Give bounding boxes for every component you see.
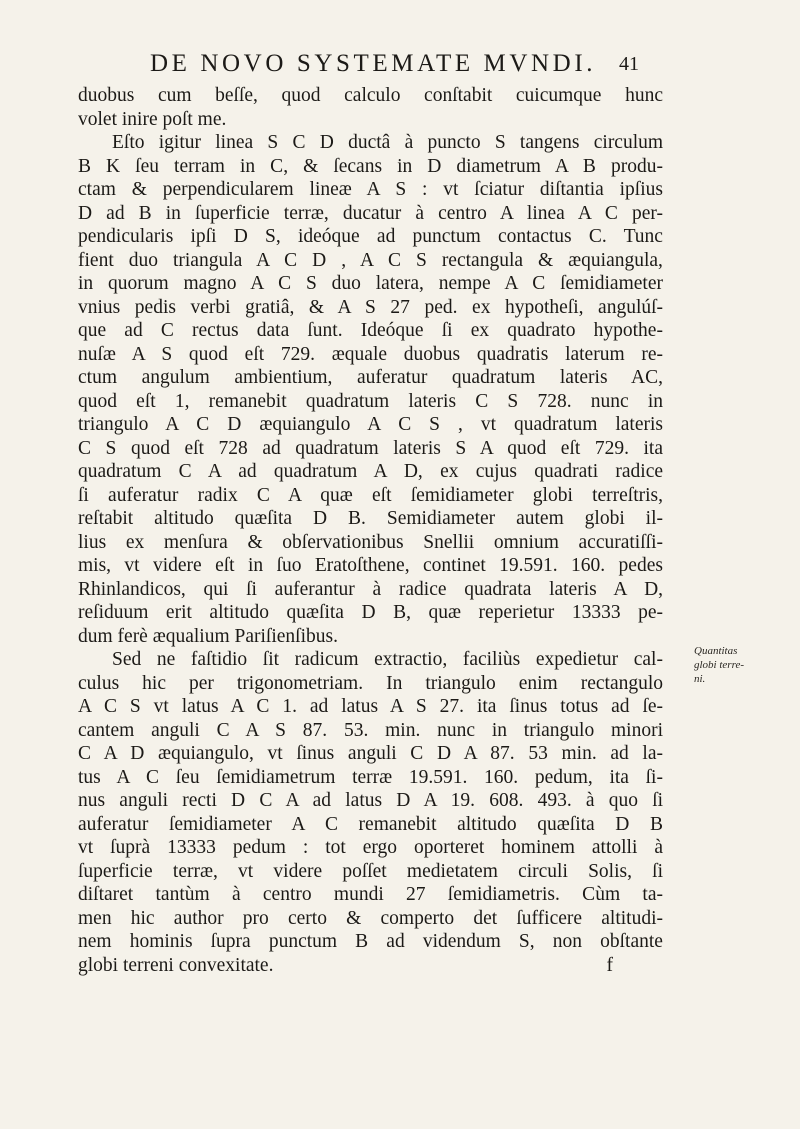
text-line-content: Eſto igitur linea S C D ductâ à puncto S tangens circulum: [112, 132, 663, 153]
text-line-content: triangulo A C D æquiangulo A C S , vt quadratum lateris: [78, 414, 663, 435]
text-line-content: nus anguli recti D C A ad latus D A 19. 608. 493. à quo ſi: [78, 790, 663, 811]
text-line: [78, 860, 663, 884]
text-line: [78, 460, 663, 484]
text-line-content: ctam & perpendicularem lineæ A S : vt ſciatur diſtantia ipſius: [78, 179, 663, 200]
text-line-content: volet inire poſt me.: [78, 108, 227, 130]
text-line: [78, 813, 663, 837]
text-line: [78, 695, 663, 719]
text-line-content: vnius pedis verbi gratiâ, & A S 27 ped. ex hypotheſi, angulúſ-: [78, 296, 663, 318]
text-line: [78, 578, 663, 602]
text-line-content: B K ſeu terram in C, & ſecans in D diametrum A B produ-: [78, 155, 663, 177]
text-line: [78, 672, 663, 696]
marginal-note: [694, 644, 774, 686]
text-line: [78, 954, 663, 978]
text-line: [78, 719, 663, 743]
text-line-content: mis, vt videre eſt in ſuo Eratoſthene, continet 19.591. 160. pedes: [78, 555, 663, 576]
text-line-content: Sed ne faſtidio ſit radicum extractio, faciliùs expedietur cal-: [112, 649, 663, 670]
text-line-content: vt ſuprà 13333 pedum : tot ergo oporteret hominem attolli à: [78, 837, 663, 858]
text-line-content: nem hominis ſupra punctum B ad videndum S, non obſtante: [78, 931, 663, 952]
text-line-content: pendicularis ipſi D S, ideóque ad punctum contactus C. Tunc: [78, 226, 663, 247]
text-line-content: fient duo triangula A C D , A C S rectangula & æquiangula,: [78, 249, 663, 271]
text-line: [78, 930, 663, 954]
text-line: [78, 108, 663, 132]
page-number: 41: [619, 53, 639, 75]
page-header: [0, 50, 800, 86]
text-line-content: ſi auferatur radix C A quæ eſt ſemidiameter globi terreſtris,: [78, 484, 663, 506]
text-line: [78, 907, 663, 931]
text-line-content: Rhinlandicos, qui ſi auferantur à radice quadrata lateris A D,: [78, 578, 663, 600]
text-line-content: men hic author pro certo & comperto det ſufficere altitudi-: [78, 907, 663, 929]
text-line: [78, 249, 663, 273]
running-head: DE NOVO SYSTEMATE MVNDI.: [150, 50, 597, 77]
text-line: [78, 272, 663, 296]
text-line: [78, 155, 663, 179]
text-line: [78, 178, 663, 202]
text-line: [78, 507, 663, 531]
text-line-content: dum ferè æqualium Pariſienſibus.: [78, 625, 338, 647]
text-line: [78, 390, 663, 414]
text-line-content: quadratum C A ad quadratum A D, ex cujus quadrati radice: [78, 461, 663, 482]
text-line-content: lius ex menſura & obſervationibus Snellii omnium accuratiſſi-: [78, 531, 663, 553]
text-line: [78, 484, 663, 508]
marginal-note-line: ni.: [694, 673, 706, 685]
text-line: [78, 202, 663, 226]
text-line-content: diſtaret tantùm à centro mundi 27 ſemidiametris. Cùm ta-: [78, 884, 663, 905]
text-line: [78, 625, 663, 649]
text-line: [78, 789, 663, 813]
text-line: [78, 836, 663, 860]
text-line: [78, 766, 663, 790]
text-line: [78, 131, 663, 155]
text-line: [78, 413, 663, 437]
text-line-content: tus A C ſeu ſemidiametrum terræ 19.591. 160. pedum, ita ſi-: [78, 766, 663, 788]
text-line: [78, 84, 663, 108]
text-line-content: nuſæ A S quod eſt 729. æquale duobus quadratis laterum re-: [78, 343, 663, 365]
text-line: [78, 296, 663, 320]
text-line-content: culus hic per trigonometriam. In triangulo enim rectangulo: [78, 672, 663, 694]
text-line: [78, 531, 663, 555]
text-line-content: quod eſt 1, remanebit quadratum lateris C S 728. nunc in: [78, 390, 663, 412]
text-line-content: globi terreni convexitate.: [78, 954, 274, 976]
text-line: [78, 225, 663, 249]
marginal-note-line: globi terre-: [694, 659, 744, 671]
text-line: [78, 366, 663, 390]
text-line-content: que ad C rectus data ſunt. Ideóque ſi ex quadrato hypothe-: [78, 320, 663, 341]
text-line-content: C A D æquiangulo, vt ſinus anguli C D A 87. 53 min. ad la-: [78, 743, 663, 764]
marginal-note-line: Quantitas: [694, 645, 738, 657]
catchword: f: [606, 954, 613, 976]
text-line-content: reſiduum erit altitudo quæſita D B, quæ reperietur 13333 pe-: [78, 602, 663, 623]
text-line: [78, 319, 663, 343]
text-line-content: auferatur ſemidiameter A C remanebit altitudo quæſita D B: [78, 813, 663, 835]
text-line: [78, 343, 663, 367]
text-line: [78, 648, 663, 672]
text-line: [78, 554, 663, 578]
body-text: [78, 84, 663, 977]
text-line-content: D ad B in ſuperficie terræ, ducatur à centro A linea A C per-: [78, 202, 663, 224]
text-line-content: ctum angulum ambientium, auferatur quadratum lateris AC,: [78, 367, 663, 388]
text-line-content: ſuperficie terræ, vt videre poſſet medietatem circuli Solis, ſi: [78, 860, 663, 882]
text-line-content: A C S vt latus A C 1. ad latus A S 27. ita ſinus totus ad ſe-: [78, 696, 663, 717]
text-line: [78, 883, 663, 907]
text-line: [78, 601, 663, 625]
text-line-content: C S quod eſt 728 ad quadratum lateris S A quod eſt 729. ita: [78, 437, 663, 459]
text-line: [78, 437, 663, 461]
text-line-content: cantem anguli C A S 87. 53. min. nunc in triangulo minori: [78, 719, 663, 741]
text-line-content: in quorum magno A C S duo latera, nempe A C ſemidiameter: [78, 273, 663, 294]
text-line-content: reſtabit altitudo quæſita D B. Semidiameter autem globi il-: [78, 508, 663, 529]
text-line-content: duobus cum beſſe, quod calculo conſtabit cuicumque hunc: [78, 85, 663, 106]
text-line: [78, 742, 663, 766]
